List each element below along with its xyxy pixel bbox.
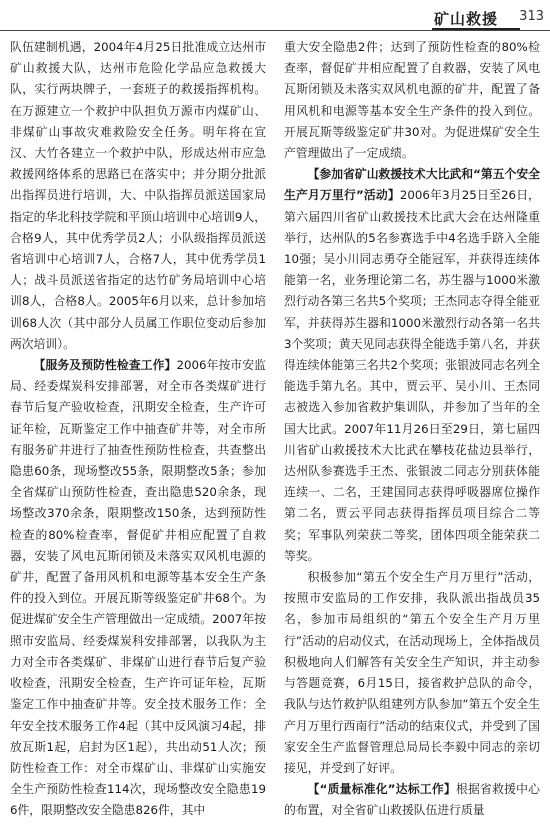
page-number: 313 — [519, 9, 544, 24]
section-heading-standardization: 【“质量标准化”达标工作】 — [307, 782, 456, 797]
section-heading-service-inspection: 【服务及预防性检查工作】 — [33, 358, 177, 373]
right-column — [284, 37, 540, 822]
left-column — [10, 37, 266, 822]
section-heading-competition: 【参加省矿山救援技术大比武和“第五个安全生产月万里行”活动】 — [284, 167, 540, 203]
right-paragraph-3: 积极参加“第五个安全生产月万里行”活动，按照市安监局的工作安排，我队派出指战员35名，参加市局组织的“第五个安全生产月万里行”活动的启动仪式，在活动现场上，全体指战员积极地向人们解答有关安全生产知识，并主动参与答题竞赛，6月15日，接省救护总队的命令，我队与达竹救护队组建列方队参加“第五个安全生产月万里行西南行”活动的结束仪式，并受到了国家安全生产监督管理总局局长李毅中同志的亲切接见，并受到了好评。 — [284, 570, 540, 775]
right-paragraph-1: 重大安全隐患2件；达到了预防性检查的80%检查率，督促矿井相应配置了自救器，安装了风电瓦斯闭锁及未落实双风机电源的矿井，配置了备用风机和电源等基本安全生产条件的投入到位。开展瓦斯等级鉴定矿井30对。为促进煤矿安全生产管理做出了一定成绩。 — [284, 40, 540, 161]
right-paragraph-2 — [284, 164, 540, 567]
page-header — [0, 0, 550, 34]
left-paragraph-1: 队伍建制机遇，2004年4月25日批准成立达州市矿山救援大队，达州市危险化学品应急救援大队，实行两块牌子，一套班子的救援指挥机构。在万源建立一个救护中队担负万源市内煤矿山、非煤矿山事故灾难救险安全任务。明年将在宣汉、大竹各建立一个救护中队，形成达州市应急救援网络体系的思路已在落实中；并分期分批派出指挥员进行培训，大、中队指挥员派送国家局指定的华北科技学院和平顶山培训中心培训9人，合格9人，其中优秀学员2人；小队级指挥员派送省培训中心培训7人，合格7人，其中优秀学员1人；战斗员派送省指定的达竹矿务局培训中心培训8人，合格8人。2005年6月以来，总计参加培训68人次（其中部分人员属工作职位变动后参加两次培训）。 — [10, 40, 266, 351]
left-paragraph-2 — [10, 355, 266, 821]
header-rule — [0, 30, 550, 31]
right-paragraph-4 — [284, 779, 540, 821]
left-paragraph-2-body: 2006年按市安监局、经委煤炭科安排部署，对全市各类煤矿进行春节后复产验收检查，汛期安全检查，生产许可证年检，瓦斯鉴定工作中抽查矿井等，对全市所有服务矿井进行了抽查性预防性检查，共查整出隐患60条，现场整改55条，限期整改5条；参加全省煤矿山预防性检查，查出隐患520余条，现场整改370余条，限期整改150条，达到预防性检查的80%检查率，督促矿井相应配置了自救器，安装了风电瓦斯闭锁及未落实双风机电源的矿井，配置了备用风机和电源等基本安全生产条件的投入到位。开展瓦斯等级鉴定矿井68个。为促进煤矿安全生产管理做出一定成绩。2007年按照市安监局、经委煤炭科安排部署，以我队为主力对全市各类煤矿、非煤矿山进行春节后复产验收检查，汛期安全检查，生产许可证年检，瓦斯鉴定工作中抽查矿井等。安全技术服务工作：全年安全技术服务工作4起（其中反风演习4起，排放瓦斯1起，启封为区1起），共出动51人次；预防性检查工作：对全市煤矿山、非煤矿山实施安全生产预防性检查114次，现场整改安全隐患196件，限期整改安全隐患826件，其中 — [10, 358, 266, 818]
right-paragraph-2-body: 2006年3月25日至26日，第六届四川省矿山救援技术比武大会在达州隆重举行，达州队的5名参赛选手中4名选手跻入全能10强；吴小川同志勇夺全能冠军，并获得连续体能第一名，业务理论第二名，苏生器与1000米激烈行动各第三名共5个奖项；王杰同志夺得全能亚军，并获得苏生器和1000米激烈行动各第一名共3个奖项；黄天见同志获得全能选手第八名，并获得连续体能第三名共2个奖项；张银波同志名列全能选手第九名。其中，贾云平、吴小川、王杰同志被选入参加省救护集训队，并参加了当年的全国大比武。2007年11月26日至29日，第七届四川省矿山救援技术大比武在攀枝花盐边县举行，达州队参赛选手王杰、张银波二同志分别获体能连续一、二名，王建国同志获得呼吸器席位操作第二名，贾云平同志获得指挥员项目综合二等奖；军事队列荣获二等奖，团体四项全能荣获二等奖。 — [284, 188, 540, 563]
section-title: 矿山救援 — [433, 10, 498, 28]
right-paragraph-4-body: 根据省救援中心的布置，对全省矿山救援队伍进行质量 — [284, 782, 540, 818]
